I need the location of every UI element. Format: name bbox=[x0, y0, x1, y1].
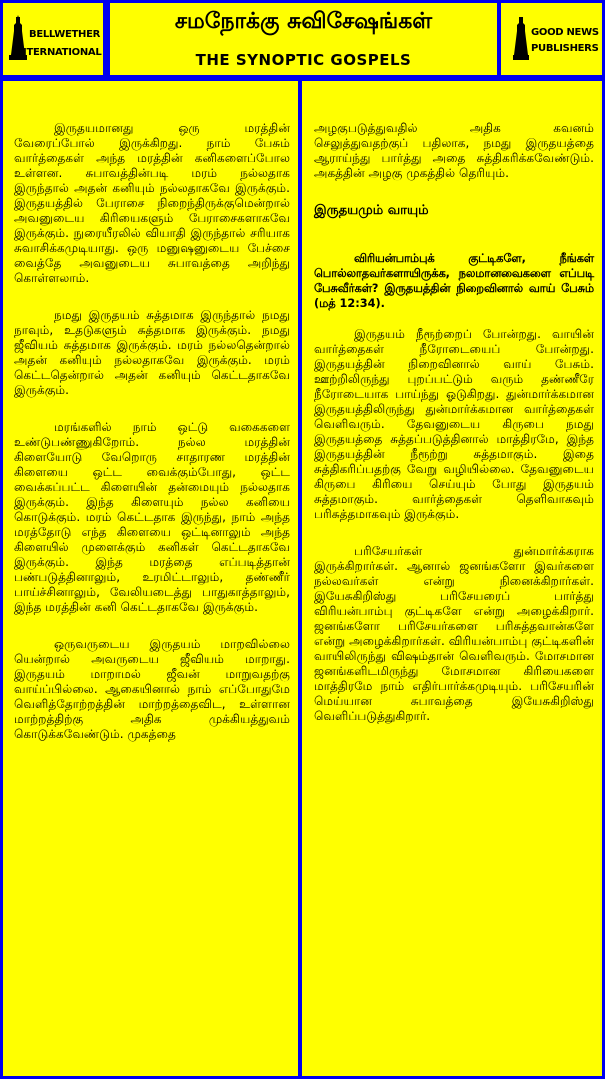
paragraph: மரங்களில் நாம் ஒட்டு வகைகளை உண்டுபண்ணுகிறோம். நல்ல மரத்தின் கிளையோடு வேறொரு சாதாரண மரத்தின் கிளையை ஒட்ட வைக்கும்போது, ஒட்ட வைக்கப்பட்ட கிளையின் தன்மையும் நல்லதாக இருக்கும். இந்த கிளையும் நல்ல கனியை கொடுக்கும். மரம் கெட்டதாக இருந்து, நாம் அந்த மரத்தோடு எந்த கிளையை ஒட்டினாலும் அந்த கிளையில் முளைக்கும் கனிகள் கெட்டதாகவே இருக்கும். இந்த மரத்தை எப்படித்தான் பண்படுத்தினாலும், உரமிட்டாலும், தண்ணீர் பாய்ச்சினாலும், வேலியடைத்து பாதுகாத்தாலும், இந்த மரத்தின் கனி கெட்டதாகவே இருக்கும். bbox=[14, 420, 290, 614]
paragraph-continued: அழகுபடுத்துவதில் அதிக கவனம் செலுத்துவதற்குப் பதிலாக, நமது இருதயத்தை ஆராய்ந்து பார்த்து அதை சுத்திகரிக்கவேண்டும். அகத்தின் அழகு முகத்தில் தெரியும். bbox=[314, 121, 594, 180]
section-heading: இருதயமும் வாயும் bbox=[314, 203, 429, 218]
right-column bbox=[302, 81, 602, 1076]
paragraph: ஒருவருடைய இருதயம் மாறவில்லை யென்றால் அவருடைய ஜீவியம் மாறாது. இருதயம் மாறாமல் ஜீவன் மாறுவதற்கு வாய்ப்பில்லை. ஆகையினால் நாம் எப்போதுமே வெளித்தோற்றத்தின் மாற்றத்தைவிட, உள்ளான மாற்றத்திற்கு அதிக முக்கியத்துவம் கொடுக்கவேண்டும். முகத்தை bbox=[14, 637, 290, 741]
title-box bbox=[110, 3, 497, 75]
paragraph: பரிசேயர்கள் துன்மார்க்கராக இருக்கிறார்கள். ஆனால் ஜனங்களோ இவர்களை நல்லவர்கள் என்று நினைக்கிறார்கள். இயேசுகிறிஸ்து பரிசேயரைப் பார்த்து விரியன்பாம்பு குட்டிகளே என்று அழைக்கிறார். ஜனங்களோ பரிசேயர்களை பரிசுத்தவான்களே என்று அழைக்கிறார்கள். விரியன்பாம்பு குட்டிகளின் வாயிலிருந்து விஷம்தான் வெளிவரும். மோசமான ஜனங்களிடமிருந்து மோசமான கிரியைகளை மாத்திரமே நாம் எதிர்பார்க்கமுடியும். பரிசேயரின் மெய்யான சுபாவத்தை இயேசுகிறிஸ்து வெளிப்படுத்துகிறார். bbox=[314, 544, 594, 723]
lamp-icon bbox=[513, 15, 529, 61]
page-title-english: THE SYNOPTIC GOSPELS bbox=[195, 51, 412, 69]
good-news-logo bbox=[501, 3, 602, 75]
left-column bbox=[3, 81, 298, 1076]
scripture-verse: விரியன்பாம்புக் குட்டிகளே, நீங்கள் பொல்லாதவர்களாயிருக்க, நலமானவைகளை எப்படி பேசுவீர்கள்? இருதயத்தின் நிறைவினால் வாய் பேசும் (மத் 12:34). bbox=[314, 252, 594, 310]
left-logo-line2: INTERNATIONAL bbox=[15, 47, 102, 58]
paragraph: நமது இருதயம் சுத்தமாக இருந்தால் நமது நாவும், உதடுகளும் சுத்தமாக இருக்கும். நமது ஜீவியம் சுத்தமாக இருக்கும். மரம் நல்லதென்றால் அதன் கனியும் நல்லதாகவே இருக்கும். மரம் கெட்டதென்றால் அதன் கனியும் கெட்டதாகவே இருக்கும். bbox=[14, 308, 290, 397]
right-logo-line2: PUBLISHERS bbox=[531, 43, 599, 54]
page-title-tamil: சமநோக்கு சுவிசேஷங்கள் bbox=[174, 9, 433, 34]
paragraph: இருதயம் நீரூற்றைப் போன்றது. வாயின் வார்த்தைகள் நீரோடையைப் போன்றது. இருதயத்தின் நிறைவினால் வாய் பேசும். ஊற்றிலிருந்து புறப்பட்டும் வரும் தண்ணீரே நீரோடையாக பாய்ந்து ஓடுகிறது. துன்மார்க்கமான இருதயத்திலிருந்து துன்மார்க்கமான வார்த்தைகள் வெளிவரும். தேவனுடைய கிருபை நமது இருதயத்தை சுத்தப்படுத்தினால் மாத்திரமே, இந்த இருதயத்தின் நீரூற்று சுத்தமாகும். இதை சுத்திகரிப்பதற்கு வேறு வழியில்லை. தேவனுடைய கிருபை கிரியை செய்யும் போது இருதயம் சுத்தமாகும். வார்த்தைகள் தெளிவாகவும் பரிசுத்தமாகவும் இருக்கும். bbox=[314, 327, 594, 521]
right-logo-line1: GOOD NEWS bbox=[531, 27, 599, 38]
left-logo-line1: BELLWETHER bbox=[29, 29, 101, 40]
bellwether-logo bbox=[3, 3, 103, 75]
paragraph: இருதயமானது ஒரு மரத்தின் வேரைப்போல் இருக்கிறது. நாம் பேசும் வார்த்தைகள் அந்த மரத்தின் கனிகளைப்போல உள்ளன. சுபாவத்தின்படி மரம் நல்லதாக இருந்தால் அதன் கனியும் நல்லதாகவே இருக்கும். இருதயத்தில் பேராசை நிறைந்திருக்குமென்றால் அவனுடைய கிரியைகளும் பேராசைகளாகவே இருக்கும். நுரையீரலில் வியாதி இருந்தால் சரியாக சுவாசிக்கமுடியாது. ஒரு மனுஷனுடைய பேச்சை வைத்தே அவனுடைய சுபாவத்தை அறிந்து கொள்ளலாம். bbox=[14, 121, 290, 285]
header bbox=[0, 0, 605, 78]
